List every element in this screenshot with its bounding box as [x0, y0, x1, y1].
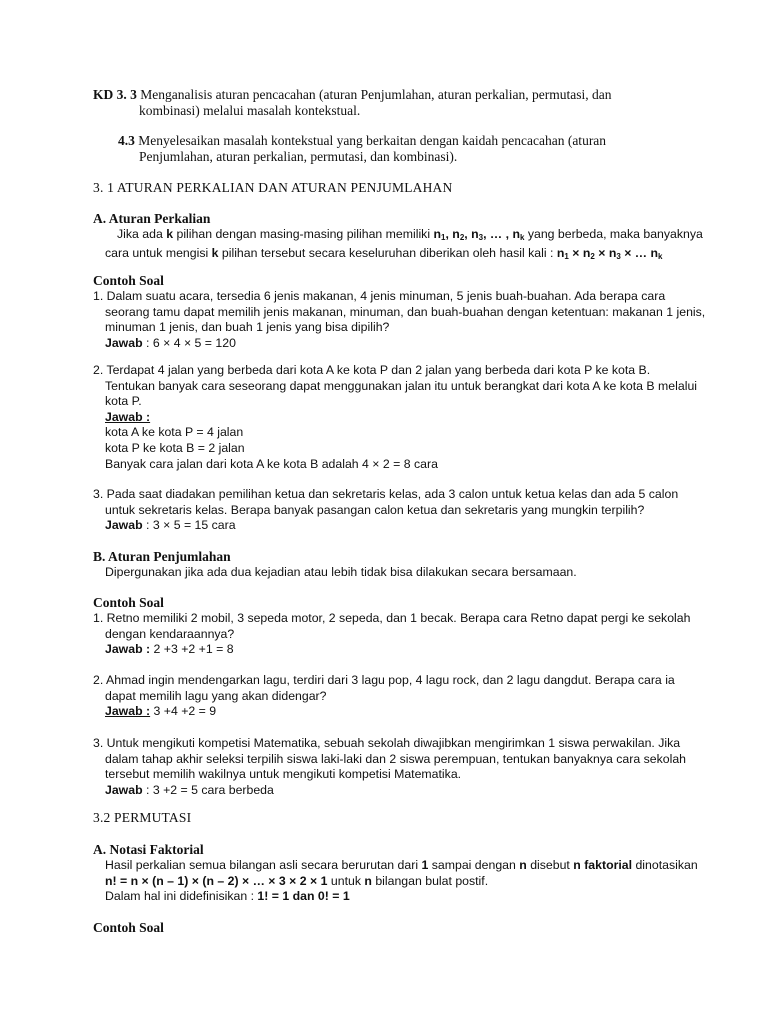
faktorial-formula: n! = n × (n – 1) × (n – 2) × … × 3 × 2 × 1	[105, 873, 328, 888]
kd-43-code: 4.3	[118, 133, 135, 148]
section-3-2-title: 3.2 PERMUTASI	[93, 810, 192, 825]
contoh-soal-heading-1: Contoh Soal	[93, 273, 164, 288]
contoh1-question-1: 1. Dalam suatu acara, tersedia 6 jenis makanan, 4 jenis minuman, 5 jenis buah-buahan. Ada berapa cara seorang tamu dapat memilih jenis makanan, minuman, dan buah-buahan dengan ketentuan: makanan 1 jenis, minuman 1 jenis, dan buah 1 jenis yang bisa dipilih? Jawab : 6 × 4 × 5 = 120	[93, 289, 706, 350]
aturan-perkalian-definition	[93, 227, 703, 264]
contoh2-question-2: 2. Ahmad ingin mendengarkan lagu, terdiri dari 3 lagu pop, 4 lagu rock, dan 2 lagu dangdut. Berapa cara ia dapat memilih lagu yang akan didengar? Jawab : 3 +4 +2 = 9	[93, 673, 693, 720]
contoh2-question-3: 3. Untuk mengikuti kompetisi Matematika, sebuah sekolah diwajibkan mengirimkan 1 siswa perwakilan. Jika dalam tahap akhir seleksi terpilih siswa laki-laki dan 2 siswa perempuan, tentukan banyaknya cara sekolah tersebut memilih wakilnya untuk mengikuti kompetisi Matematika. Jawab : 3 +2 = 5 cara berbeda	[93, 736, 693, 798]
contoh2-question-1: 1. Retno memiliki 2 mobil, 3 sepeda motor, 2 sepeda, dan 1 becak. Berapa cara Retno dapat pergi ke sekolah dengan kendaraannya? Jawab : 2 +3 +2 +1 = 8	[93, 611, 693, 658]
kd-4-3-line-2: Penjumlahan, aturan perkalian, permutasi, dan kombinasi).	[139, 149, 458, 164]
kd-code: KD 3. 3	[93, 87, 137, 102]
section-3-1-title: 3. 1 ATURAN PERKALIAN DAN ATURAN PENJUMLAHAN	[93, 180, 453, 195]
notasi-faktorial-definition: Hasil perkalian semua bilangan asli secara berurutan dari 1 sampai dengan n disebut n faktorial dinotasikan n! = n × (n – 1) × (n – 2) × … × 3 × 2 × 1 untuk n bilangan bulat postif. Dalam hal ini didefinisikan : 1! = 1 dan 0! = 1	[105, 858, 698, 904]
contoh2-answer-3: Jawab : 3 +2 = 5 cara berbeda	[105, 782, 274, 797]
notasi-faktorial-heading: A. Notasi Faktorial	[93, 842, 204, 857]
contoh1-question-3: 3. Pada saat diadakan pemilihan ketua dan sekretaris kelas, ada 3 calon untuk ketua kelas dan ada 5 calon untuk sekretaris kelas. Berapa banyak pasangan calon ketua dan sekretaris yang mungkin terpilih? Jawab : 3 × 5 = 15 cara	[93, 487, 693, 534]
aturan-perkalian-heading: A. Aturan Perkalian	[93, 211, 211, 226]
aturan-penjumlahan-definition: Dipergunakan jika ada dua kejadian atau lebih tidak bisa dilakukan secara bersamaan.	[105, 565, 577, 579]
contoh-soal-heading-2: Contoh Soal	[93, 595, 164, 610]
contoh-soal-heading-3: Contoh Soal	[93, 920, 164, 935]
faktorial-definition-value: 1! = 1 dan 0! = 1	[257, 889, 350, 904]
contoh2-answer-1: Jawab : 2 +3 +2 +1 = 8	[105, 642, 234, 657]
kd-3-3-line-2: kombinasi) melalui masalah kontekstual.	[139, 103, 361, 118]
kd-3-3-line-1: KD 3. 3 Menganalisis aturan pencacahan (aturan Penjumlahan, aturan perkalian, permutasi, dan	[93, 87, 612, 102]
contoh1-jawab-label-2: Jawab :	[105, 409, 151, 424]
contoh1-question-2: 2. Terdapat 4 jalan yang berbeda dari kota A ke kota P dan 2 jalan yang berbeda dari kota P ke kota B. Tentukan banyak cara seseorang dapat menggunakan jalan itu untuk berangkat dari kota A ke kota B melalui kota P. Jawab : kota A ke kota P = 4 jalan kota P ke kota B = 2 jalan Banyak cara jalan dari kota A ke kota B adalah 4 × 2 = 8 cara	[93, 363, 698, 471]
contoh2-answer-2: Jawab : 3 +4 +2 = 9	[105, 704, 217, 719]
perkalian-def-line-1: Jika ada k pilihan dengan masing-masing pilihan memiliki $n_1$, $n_2$, $n_3$, … , $n_k$ yang berbeda, maka banyaknya	[117, 227, 703, 242]
contoh1-answer-1: Jawab : 6 × 4 × 5 = 120	[105, 335, 236, 350]
perkalian-def-line-2: cara untuk mengisi k pilihan tersebut secara keseluruhan diberikan oleh hasil kali : $n_1 \times n_2 \times n_3$ × … $n_k$	[105, 245, 663, 261]
kd-4-3	[118, 133, 658, 165]
kd-4-3-line-1: 4.3 Menyelesaikan masalah kontekstual yang berkaitan dengan kaidah pencacahan (aturan	[118, 133, 607, 148]
kd-3-3	[93, 87, 693, 119]
contoh1-answer-3: Jawab : 3 × 5 = 15 cara	[105, 518, 236, 533]
aturan-penjumlahan-heading: B. Aturan Penjumlahan	[93, 549, 231, 564]
